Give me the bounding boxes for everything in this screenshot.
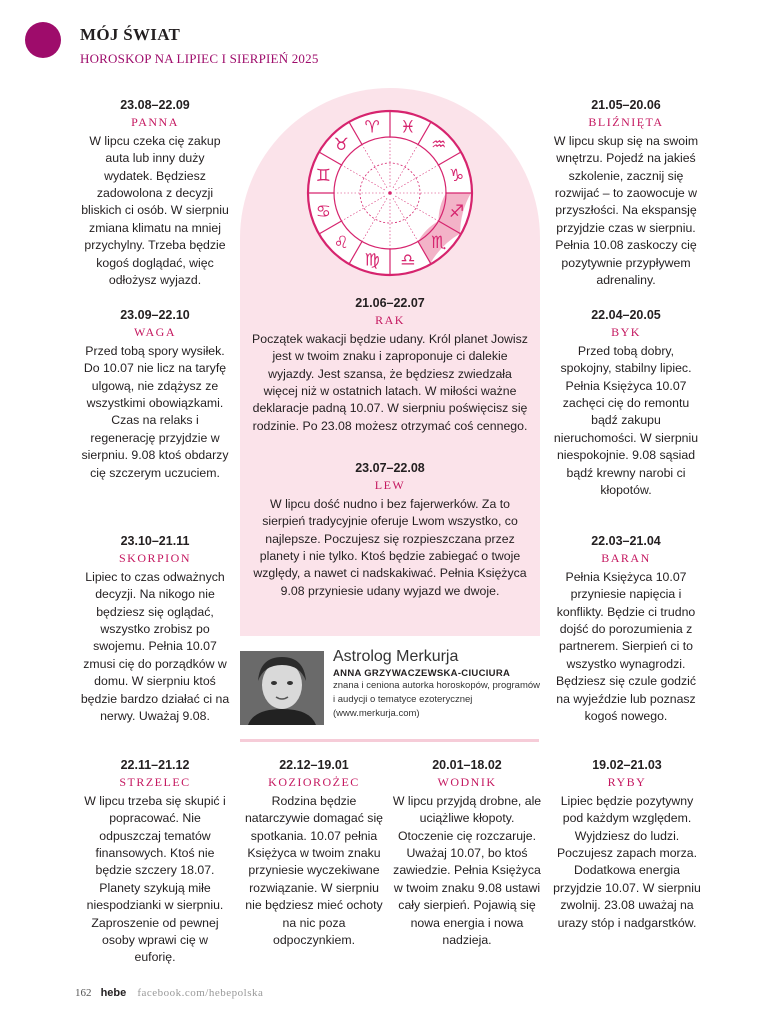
sign-name: PANNA bbox=[131, 115, 179, 130]
zodiac-glyph: ♏ bbox=[431, 232, 447, 253]
sign-name: BLIŹNIĘTA bbox=[588, 115, 664, 130]
sign-date: 23.09–22.10 bbox=[120, 308, 190, 322]
sign-date: 23.07–22.08 bbox=[355, 461, 425, 475]
astrologer-photo bbox=[240, 651, 324, 725]
sign-skorpion bbox=[80, 533, 230, 725]
sign-name: LEW bbox=[374, 478, 406, 493]
brand-logo: hebe bbox=[100, 987, 127, 999]
sign-text: Pełnia Księżyca 10.07 przyniesie napięcia i konflikty. Będzie ci trudno dojść do porozumienia z partnerem. Sierpień ci to wszystko wynagrodzi. Będziesz się czule godzić na wyjeździe lub poznasz kogoś nowego. bbox=[555, 569, 697, 724]
zodiac-glyph: ♍ bbox=[364, 250, 380, 271]
sign-rak bbox=[252, 295, 528, 435]
sign-date: 20.01–18.02 bbox=[432, 758, 502, 772]
sign-name: KOZIOROŻEC bbox=[268, 775, 360, 790]
divider bbox=[240, 739, 539, 742]
astrologer-title: Astrolog Merkurja bbox=[333, 648, 459, 665]
sign-name: BARAN bbox=[601, 551, 651, 566]
sign-name: WODNIK bbox=[437, 775, 497, 790]
sign-name: BYK bbox=[611, 325, 641, 340]
sign-text: Przed tobą dobry, spokojny, stabilny lipiec. Pełnia Księżyca 10.07 zachęci cię do remontu bądź zakupu nieruchomości. W sierpniu niespokojnie. 9.08 sąsiad bądź krewny narobi ci kłopotów. bbox=[553, 343, 699, 498]
zodiac-glyph: ♑ bbox=[449, 166, 465, 187]
sign-date: 22.12–19.01 bbox=[279, 758, 349, 772]
sign-text: W lipcu skup się na swoim wnętrzu. Pojedź na jakieś szkolenie, zacznij się rozwijać – to zaowocuje w przyszłości. Na ekspansję przyjdzie czas w sierpniu. Pełnia 10.08 zaskoczy cię pozytywnie przypływem adrenaliny. bbox=[553, 133, 699, 288]
sign-koziorozec bbox=[240, 757, 388, 949]
sign-blizneta bbox=[552, 97, 700, 289]
sign-text: Rodzina będzie natarczywie domagać się spotkania. 10.07 pełnia Księżyca w twoim znaku przyniesie wyczekiwane rozwiązanie. W sierpniu nie będziesz mieć ochoty na nic poza odpoczynkiem. bbox=[244, 793, 384, 948]
sign-text: Lipiec to czas odważnych decyzji. Na nikogo nie będziesz się oglądać, wszystko zrobisz po swojemu. Pełnia 10.07 zmusi cię do porządków w domu. W sierpniu ktoś będzie bardzo działać ci na nerwy. Uważaj 9.08. bbox=[80, 569, 230, 724]
sign-wodnik bbox=[392, 757, 542, 949]
sign-byk bbox=[552, 307, 700, 499]
sign-text: W lipcu przyjdą drobne, ale uciążliwe kłopoty. Otoczenie cię rozczaruje. Uważaj 10.07, bo ktoś zawiedzie. Pełnia Księżyca w twoim znaku 9.08 ustawi cały sierpień. Pojawią się nowa energia i nowa nadzieja. bbox=[392, 793, 542, 948]
sign-name: WAGA bbox=[134, 325, 176, 340]
sign-strzelec bbox=[80, 757, 230, 967]
zodiac-glyph: ♓ bbox=[400, 117, 416, 138]
sign-lew bbox=[252, 460, 528, 600]
sign-text: Przed tobą spory wysiłek. Do 10.07 nie licz na taryfę ulgową, nie zdążysz ze wszystkimi obowiązkami. Czas na relaks i regenerację przyjdzie w sierpniu. 9.08 ktoś obdarzy cię szczerym uczuciem. bbox=[81, 343, 229, 480]
sign-text: W lipcu trzeba się skupić i popracować. Nie odpuszczaj tematów finansowych. Ktoś nie będzie szczery 18.07. Planety szykują miłe niespodzianki w sierpniu. Zaproszenie od pewnej osoby wprawi cię w euforię. bbox=[84, 793, 226, 965]
astrologer-desc: znana i ceniona autorka horoskopów, programów i audycji o tematyce ezoterycznej (www.merkurja.com) bbox=[333, 680, 541, 719]
sign-date: 23.10–21.11 bbox=[120, 534, 190, 548]
sign-text: W lipcu dość nudno i bez fajerwerków. Za to sierpień tradycyjnie oferuje Lwom wszystko, co najlepsze. Poczujesz się rozpieszczana przez planety i nie tylko. Ktoś będzie zabiegać o twoje względy, a nawet ci nadskakiwać. Pełnia Księżyca 9.08 przyniesie udany wyjazd we dwoje. bbox=[253, 496, 527, 598]
sign-date: 21.05–20.06 bbox=[591, 98, 661, 112]
sign-text: Początek wakacji będzie udany. Król planet Jowisz jest w twoim znaku i zaproponuje ci dalekie wyjazdy. Jest szansa, że będziesz zwiedzała więcej niż w ostatnich latach. W miłości ważne deklaracje padną 10.07. W sierpniu poświęcisz się rodzinie. Po 23.08 możesz otrzymać coś cennego. bbox=[252, 331, 528, 433]
zodiac-wheel-icon bbox=[305, 108, 475, 278]
sign-date: 21.06–22.07 bbox=[355, 296, 425, 310]
sign-baran bbox=[552, 533, 700, 725]
sign-name: RYBY bbox=[607, 775, 647, 790]
section-dot bbox=[25, 22, 61, 58]
astrologer-info bbox=[333, 648, 543, 721]
zodiac-glyph: ♉ bbox=[333, 135, 349, 156]
sign-date: 22.03–21.04 bbox=[591, 534, 661, 548]
page-subtitle: HOROSKOP NA LIPIEC I SIERPIEŃ 2025 bbox=[80, 51, 319, 66]
page-number: 162 bbox=[75, 987, 92, 999]
sign-date: 22.04–20.05 bbox=[591, 308, 661, 322]
sign-panna bbox=[80, 97, 230, 289]
astrologer-name: ANNA GRZYWACZEWSKA-CIUCIURA bbox=[333, 668, 511, 679]
sign-date: 23.08–22.09 bbox=[120, 98, 190, 112]
zodiac-glyph: ♈ bbox=[364, 117, 380, 138]
sign-text: Lipiec będzie pozytywny pod każdym względem. Wyjdziesz do ludzi. Poczujesz zapach morza. Dodatkowa energia przyjdzie 10.07. W sierpniu zwolnij. 23.08 uważaj na urazy stóp i nadgarstków. bbox=[553, 793, 701, 930]
zodiac-glyph: ♌ bbox=[333, 232, 349, 253]
sign-date: 19.02–21.03 bbox=[592, 758, 662, 772]
sign-name: RAK bbox=[375, 313, 405, 328]
sign-text: W lipcu czeka cię zakup auta lub inny duży wydatek. Będziesz zadowolona z decyzji bliskich ci osób. W sierpniu zmiana klimatu na mniej przychylny. Trzeba będzie kogoś doglądać, więc odłożysz wyjazd. bbox=[81, 133, 229, 288]
zodiac-glyph: ♋ bbox=[315, 201, 331, 222]
sign-name: SKORPION bbox=[118, 551, 191, 566]
section-title: MÓJ ŚWIAT bbox=[80, 25, 181, 44]
zodiac-glyph: ♎ bbox=[400, 250, 416, 271]
facebook-link[interactable]: facebook.com/hebepolska bbox=[137, 987, 264, 999]
sign-ryby bbox=[552, 757, 702, 932]
sign-name: STRZELEC bbox=[119, 775, 191, 790]
sign-date: 22.11–21.12 bbox=[120, 758, 190, 772]
zodiac-glyph: ♊ bbox=[315, 166, 331, 187]
page-footer bbox=[75, 987, 263, 999]
sign-waga bbox=[80, 307, 230, 482]
zodiac-glyph: ♒ bbox=[431, 135, 447, 156]
zodiac-glyph: ♐ bbox=[449, 201, 465, 222]
